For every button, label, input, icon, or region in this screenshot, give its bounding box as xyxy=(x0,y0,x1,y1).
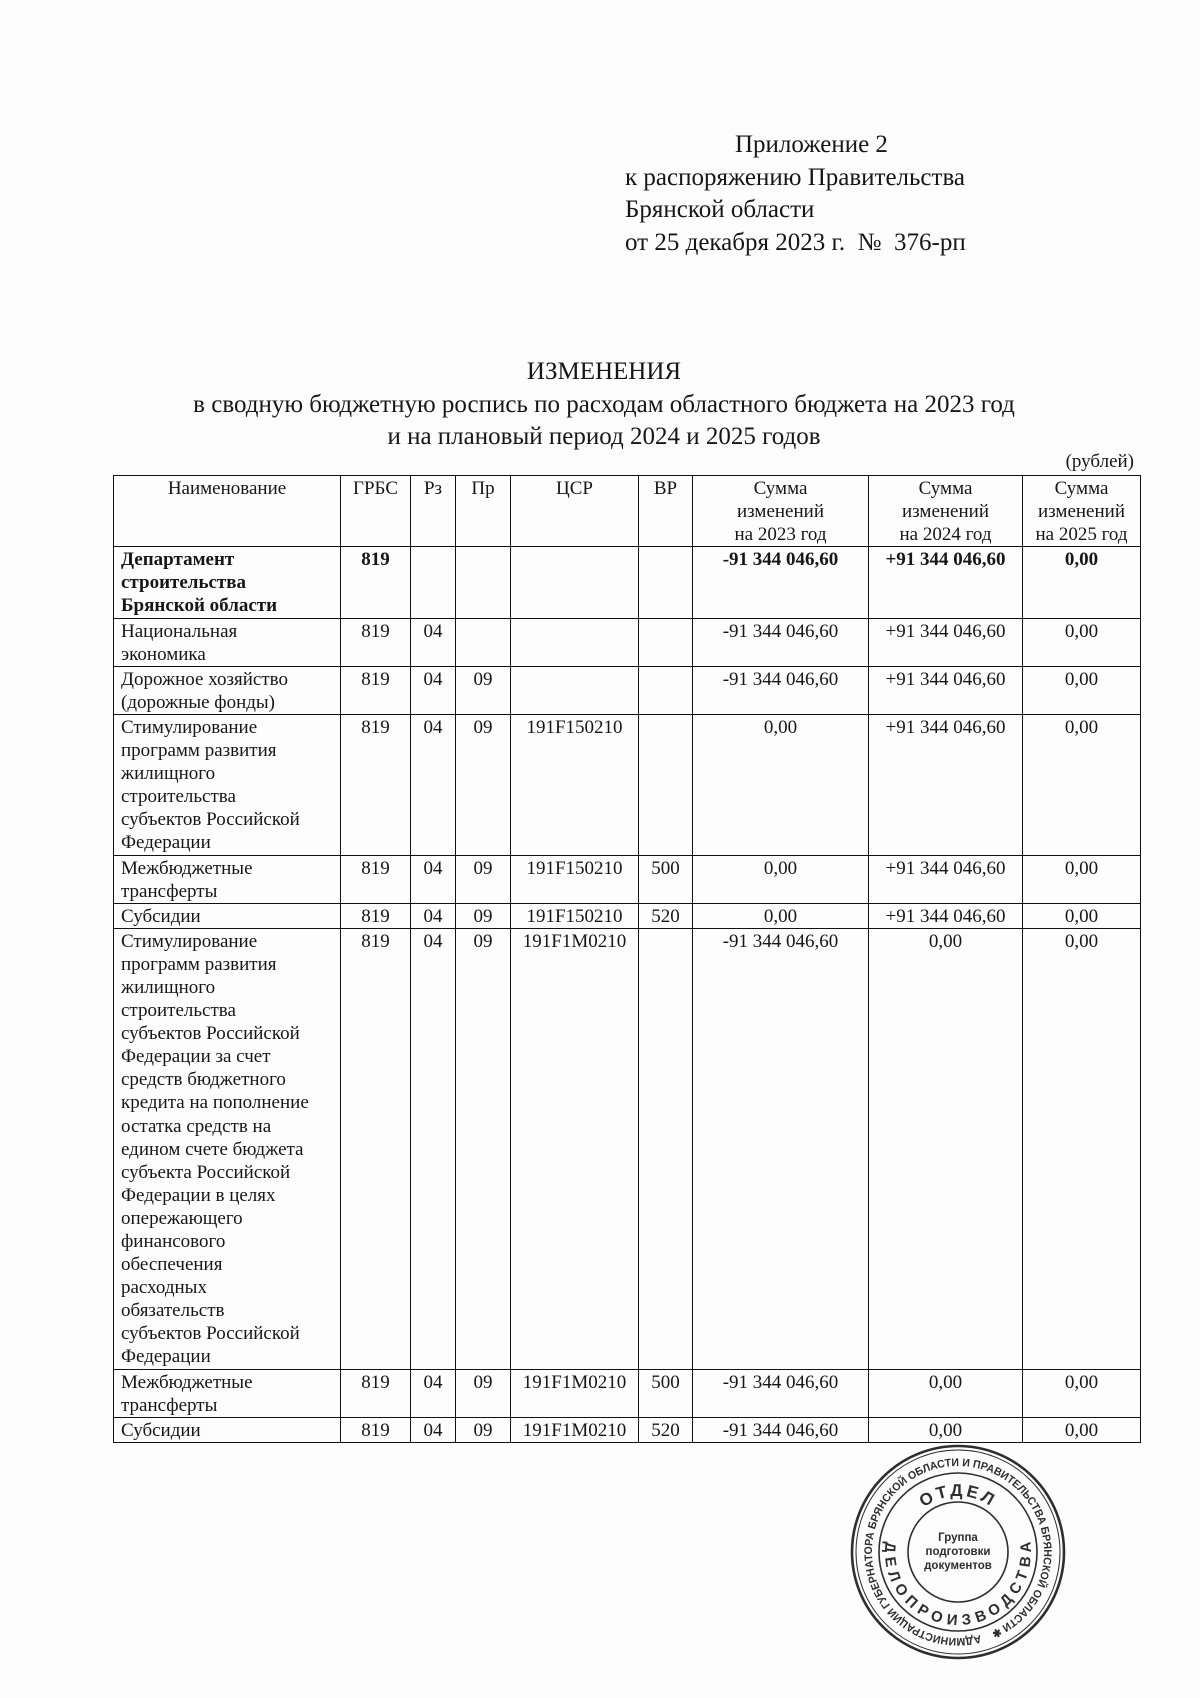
cell-name: Субсидии xyxy=(114,1417,341,1442)
cell-vr: 500 xyxy=(639,855,693,903)
office-stamp xyxy=(843,1437,1073,1667)
header-rz: Рз xyxy=(411,476,456,547)
cell-grbs: 819 xyxy=(341,1417,411,1442)
cell-pr: 09 xyxy=(456,1417,511,1442)
cell-sum-2024: 0,00 xyxy=(869,1369,1023,1417)
appendix-order-line: к распоряжению Правительства xyxy=(625,163,966,191)
cell-csr xyxy=(511,547,639,618)
appendix-region-line: Брянской области xyxy=(625,196,815,224)
cell-pr: 09 xyxy=(456,714,511,855)
cell-sum-2023: -91 344 046,60 xyxy=(693,928,869,1369)
cell-sum-2024: +91 344 046,60 xyxy=(869,547,1023,618)
cell-sum-2023: 0,00 xyxy=(693,855,869,903)
cell-sum-2023: -91 344 046,60 xyxy=(693,1417,869,1442)
cell-grbs: 819 xyxy=(341,547,411,618)
cell-grbs: 819 xyxy=(341,1369,411,1417)
cell-csr: 191F150210 xyxy=(511,855,639,903)
cell-name: Департамент строительства Брянской области xyxy=(114,547,341,618)
table-row xyxy=(114,855,1141,903)
cell-grbs: 819 xyxy=(341,714,411,855)
cell-pr xyxy=(456,618,511,666)
appendix-date-number: от 25 декабря 2023 г. № 376-рп xyxy=(625,229,966,257)
cell-sum-2023: 0,00 xyxy=(693,903,869,928)
stamp-center-line-1: Группа xyxy=(938,1532,978,1544)
cell-sum-2025: 0,00 xyxy=(1023,903,1141,928)
cell-sum-2025: 0,00 xyxy=(1023,928,1141,1369)
cell-sum-2025: 0,00 xyxy=(1023,855,1141,903)
cell-sum-2024: +91 344 046,60 xyxy=(869,714,1023,855)
cell-pr: 09 xyxy=(456,855,511,903)
cell-csr: 191F1M0210 xyxy=(511,1369,639,1417)
cell-sum-2023: -91 344 046,60 xyxy=(693,666,869,714)
cell-sum-2025: 0,00 xyxy=(1023,666,1141,714)
cell-csr: 191F150210 xyxy=(511,714,639,855)
header-grbs: ГРБС xyxy=(341,476,411,547)
cell-sum-2024: +91 344 046,60 xyxy=(869,903,1023,928)
cell-csr: 191F1M0210 xyxy=(511,1417,639,1442)
stamp-ring-bottom-content: ДЕЛОПРОИЗВОДСТВА xyxy=(880,1541,1036,1630)
cell-csr xyxy=(511,666,639,714)
cell-sum-2024: +91 344 046,60 xyxy=(869,855,1023,903)
table-row xyxy=(114,903,1141,928)
cell-rz: 04 xyxy=(411,928,456,1369)
table-row xyxy=(114,714,1141,855)
stamp-ring-top-content: ОТДЕЛ xyxy=(915,1480,1001,1511)
cell-vr xyxy=(639,547,693,618)
cell-sum-2024: 0,00 xyxy=(869,928,1023,1369)
cell-rz xyxy=(411,547,456,618)
cell-sum-2024: 0,00 xyxy=(869,1417,1023,1442)
cell-sum-2025: 0,00 xyxy=(1023,547,1141,618)
stamp-center-line-2: подготовки xyxy=(925,1546,991,1558)
cell-rz: 04 xyxy=(411,618,456,666)
appendix-number: Приложение 2 xyxy=(735,131,888,158)
header-csr: ЦСР xyxy=(511,476,639,547)
table-row xyxy=(114,666,1141,714)
cell-sum-2023: 0,00 xyxy=(693,714,869,855)
cell-name: Межбюджетные трансферты xyxy=(114,1369,341,1417)
cell-name: Национальная экономика xyxy=(114,618,341,666)
cell-rz: 04 xyxy=(411,714,456,855)
document-title xyxy=(100,356,1108,454)
cell-sum-2023: -91 344 046,60 xyxy=(693,547,869,618)
table-row xyxy=(114,1369,1141,1417)
appendix-header xyxy=(625,129,966,260)
cell-rz: 04 xyxy=(411,903,456,928)
cell-vr: 500 xyxy=(639,1369,693,1417)
budget-changes-table xyxy=(113,475,1141,1443)
cell-sum-2024: +91 344 046,60 xyxy=(869,618,1023,666)
cell-csr xyxy=(511,618,639,666)
cell-sum-2023: -91 344 046,60 xyxy=(693,618,869,666)
header-sum-2023: Сумма изменений на 2023 год xyxy=(693,476,869,547)
cell-grbs: 819 xyxy=(341,928,411,1369)
cell-sum-2025: 0,00 xyxy=(1023,618,1141,666)
units-label: (рублей) xyxy=(1065,451,1134,472)
stamp-ring-top-text xyxy=(916,1481,1000,1511)
cell-vr: 520 xyxy=(639,1417,693,1442)
cell-vr xyxy=(639,618,693,666)
cell-name: Стимулирование программ развития жилищного строительства субъектов Российской Федерации xyxy=(114,714,341,855)
cell-pr xyxy=(456,547,511,618)
cell-name: Межбюджетные трансферты xyxy=(114,855,341,903)
header-name: Наименование xyxy=(114,476,341,547)
cell-grbs: 819 xyxy=(341,903,411,928)
cell-csr: 191F1M0210 xyxy=(511,928,639,1369)
cell-sum-2024: +91 344 046,60 xyxy=(869,666,1023,714)
table-row xyxy=(114,618,1141,666)
cell-grbs: 819 xyxy=(341,855,411,903)
cell-pr: 09 xyxy=(456,928,511,1369)
table-header xyxy=(114,476,1141,547)
cell-sum-2025: 0,00 xyxy=(1023,1417,1141,1442)
table-row xyxy=(114,928,1141,1369)
cell-pr: 09 xyxy=(456,666,511,714)
cell-vr xyxy=(639,928,693,1369)
header-sum-2024: Сумма изменений на 2024 год xyxy=(869,476,1023,547)
cell-rz: 04 xyxy=(411,855,456,903)
cell-name: Субсидии xyxy=(114,903,341,928)
cell-grbs: 819 xyxy=(341,666,411,714)
cell-csr: 191F150210 xyxy=(511,903,639,928)
cell-vr xyxy=(639,714,693,855)
table-row xyxy=(114,547,1141,618)
title-subtitle-line-2: и на плановый период 2024 и 2025 годов xyxy=(387,423,821,450)
table-body xyxy=(114,547,1141,1443)
cell-name: Стимулирование программ развития жилищного строительства субъектов Российской Федерации за счет средств бюджетного кредита на пополнение остатка средств на едином счете бюджета субъекта Российской Федерации в целях опережающего финансового обеспечения расходных обязательств субъектов Российской Федерации xyxy=(114,928,341,1369)
cell-rz: 04 xyxy=(411,1369,456,1417)
title-subtitle-line-1: в сводную бюджетную роспись по расходам областного бюджета на 2023 год xyxy=(193,390,1015,418)
cell-name: Дорожное хозяйство (дорожные фонды) xyxy=(114,666,341,714)
cell-sum-2023: -91 344 046,60 xyxy=(693,1369,869,1417)
cell-vr: 520 xyxy=(639,903,693,928)
cell-pr: 09 xyxy=(456,1369,511,1417)
cell-rz: 04 xyxy=(411,1417,456,1442)
stamp-center-line-3: документов xyxy=(924,1560,992,1572)
title-main: ИЗМЕНЕНИЯ xyxy=(526,358,682,385)
cell-grbs: 819 xyxy=(341,618,411,666)
table-header-row xyxy=(114,476,1141,547)
header-vr: ВР xyxy=(639,476,693,547)
cell-pr: 09 xyxy=(456,903,511,928)
cell-sum-2025: 0,00 xyxy=(1023,714,1141,855)
stamp-outer-text-content: АДМИНИСТРАЦИИ ГУБЕРНАТОРА БРЯНСКОЙ ОБЛАСТИ И ПРАВИТЕЛЬСТВА БРЯНСКОЙ ОБЛАСТИ ✱ xyxy=(862,1456,1054,1648)
header-sum-2025: Сумма изменений на 2025 год xyxy=(1023,476,1141,547)
header-pr: Пр xyxy=(456,476,511,547)
cell-sum-2025: 0,00 xyxy=(1023,1369,1141,1417)
cell-vr xyxy=(639,666,693,714)
cell-rz: 04 xyxy=(411,666,456,714)
